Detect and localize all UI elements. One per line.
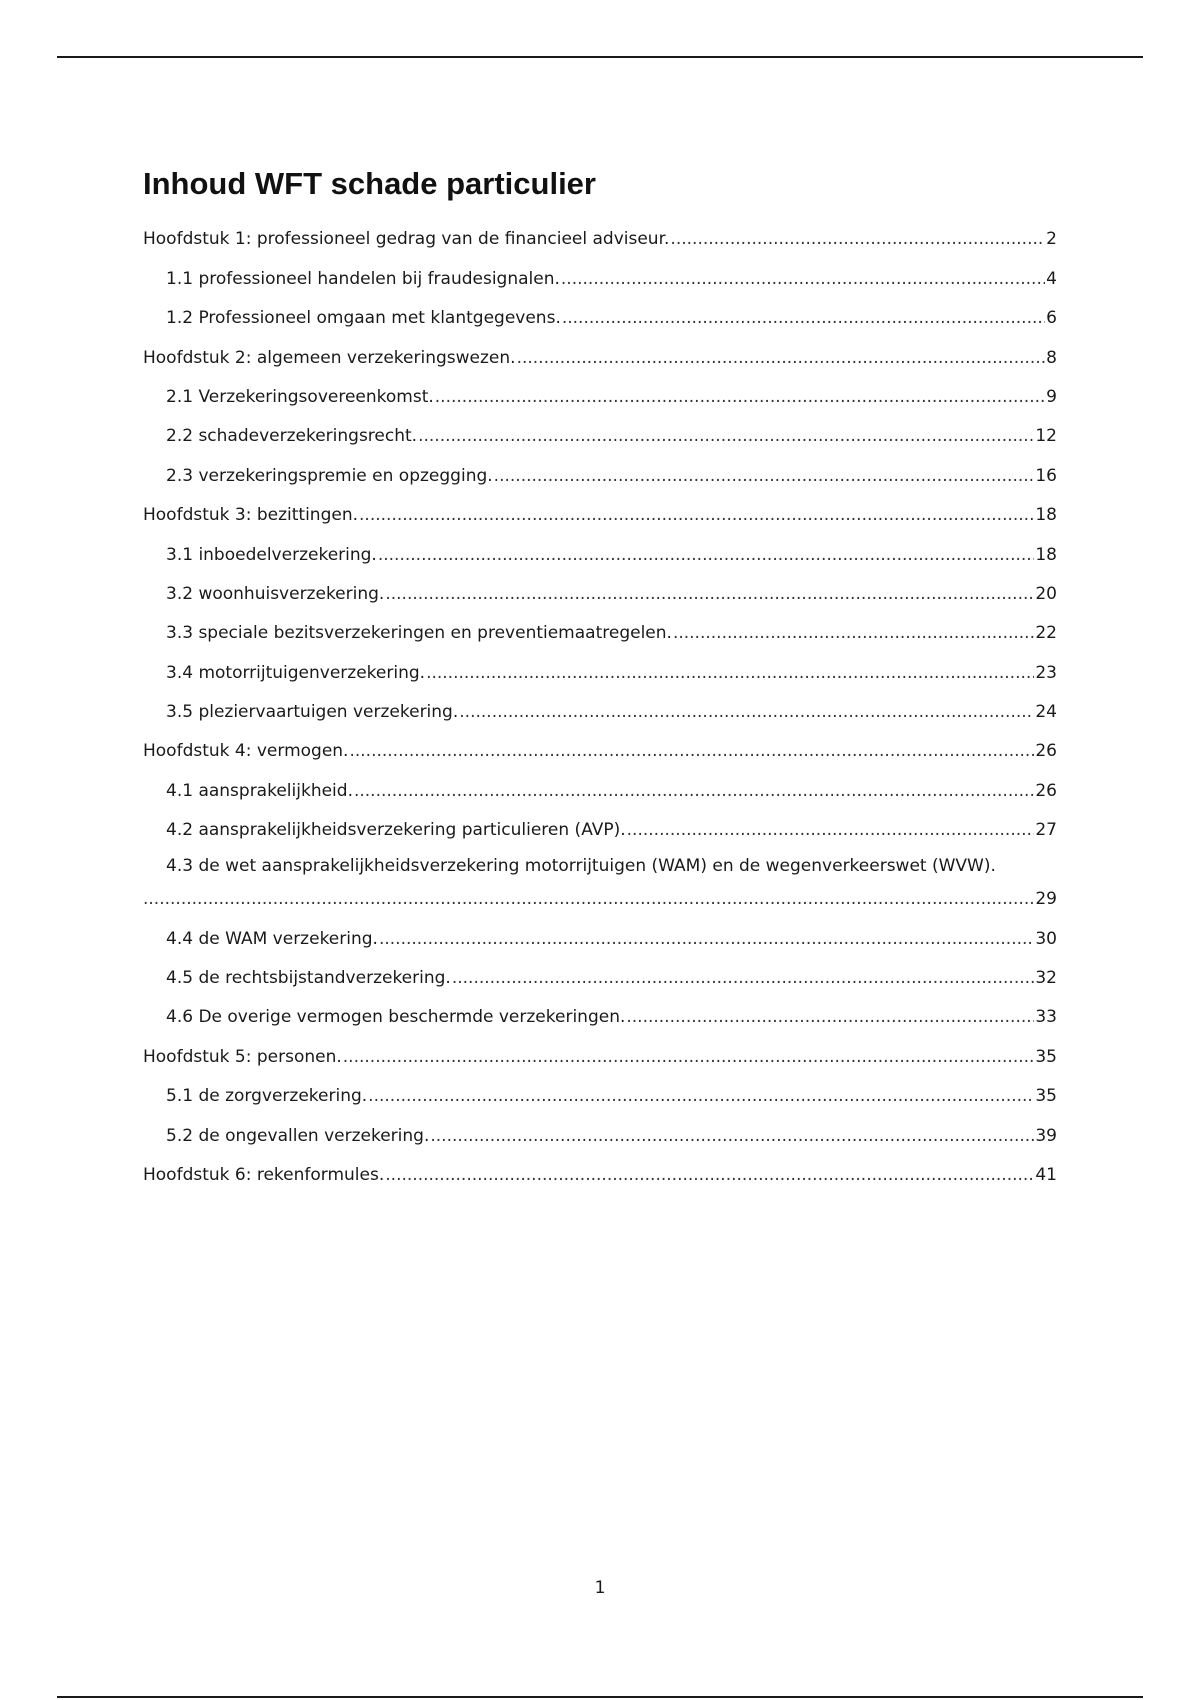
toc-section-entry[interactable] [143, 255, 1057, 294]
toc-entry-label: Hoofdstuk 3: bezittingen. [143, 505, 359, 526]
toc-entry-label: 3.4 motorrijtuigenverzekering. [166, 662, 426, 683]
toc-dot-leader [670, 229, 1045, 249]
toc-entry-label: 4.6 De overige vermogen beschermde verzekeringen. [166, 1007, 626, 1028]
toc-chapter-entry[interactable] [143, 492, 1057, 531]
toc-entry-page: 20 [1035, 583, 1057, 604]
toc-dot-leader [517, 348, 1046, 368]
toc-dot-leader [385, 1165, 1034, 1185]
toc-section-entry[interactable] [143, 767, 1057, 806]
toc-dot-leader [435, 387, 1045, 407]
toc-entry-page: 2 [1046, 229, 1057, 250]
toc-entry-page: 26 [1035, 741, 1057, 762]
toc-entry-label: 2.1 Verzekeringsovereenkomst. [166, 386, 434, 407]
toc-entry-page: 22 [1035, 623, 1057, 644]
toc-entry-label: 3.2 woonhuisverzekering. [166, 583, 385, 604]
toc-entry-page: 27 [1035, 820, 1057, 841]
toc-entry-label: 4.1 aansprakelijkheid. [166, 780, 353, 801]
toc-dot-leader [430, 1126, 1034, 1146]
toc-section-entry[interactable] [143, 610, 1057, 649]
toc-entry-label: Hoofdstuk 1: professioneel gedrag van de financieel adviseur. [143, 229, 670, 250]
header-rule [57, 56, 1143, 58]
toc-entry-page: 24 [1035, 702, 1057, 723]
toc-entry-label: 5.1 de zorgverzekering. [166, 1086, 368, 1107]
toc-dot-leader [343, 1047, 1035, 1067]
toc-section-entry[interactable] [143, 649, 1057, 688]
toc-section-entry[interactable] [143, 846, 1057, 915]
toc-section-entry[interactable] [143, 571, 1057, 610]
toc-chapter-entry[interactable] [143, 216, 1057, 255]
toc-entry-page: 4 [1046, 268, 1057, 289]
toc-section-entry[interactable] [143, 1073, 1057, 1112]
toc-entry-page: 16 [1035, 465, 1057, 486]
toc-chapter-entry[interactable] [143, 334, 1057, 373]
toc-dot-leader [494, 466, 1035, 486]
toc-entry-label: 4.5 de rechtsbijstandverzekering. [166, 968, 451, 989]
toc-entry-page: 32 [1035, 968, 1057, 989]
toc-dot-leader [354, 781, 1034, 801]
toc-section-entry[interactable] [143, 1112, 1057, 1151]
page-number: 1 [594, 1578, 606, 1598]
toc-entry-label: 2.3 verzekeringspremie en opzegging. [166, 465, 493, 486]
toc-chapter-entry[interactable] [143, 1033, 1057, 1072]
toc-section-entry[interactable] [143, 374, 1057, 413]
toc-entry-page: 12 [1035, 426, 1057, 447]
toc-dot-leader [349, 741, 1034, 761]
toc-entry-page: 26 [1035, 780, 1057, 801]
toc-dot-leader [562, 308, 1045, 328]
toc-entry-label: 2.2 schadeverzekeringsrecht. [166, 426, 418, 447]
table-of-contents [143, 216, 1057, 1191]
toc-entry-page: 41 [1035, 1164, 1057, 1185]
document-title: Inhoud WFT schade particulier [143, 166, 596, 201]
toc-dot-leader [626, 1007, 1034, 1027]
toc-entry-label: 4.4 de WAM verzekering. [166, 928, 378, 949]
toc-entry-page: 6 [1046, 308, 1057, 329]
toc-dot-leader [627, 820, 1035, 840]
toc-dot-leader [379, 929, 1034, 949]
toc-entry-page: 8 [1046, 347, 1057, 368]
toc-dot-leader [673, 623, 1034, 643]
toc-section-entry[interactable] [143, 955, 1057, 994]
toc-chapter-entry[interactable] [143, 728, 1057, 767]
toc-entry-page: 39 [1035, 1125, 1057, 1146]
toc-section-entry[interactable] [143, 689, 1057, 728]
toc-dot-leader [368, 1086, 1034, 1106]
toc-dot-leader [143, 889, 1034, 909]
toc-dot-leader [359, 505, 1034, 525]
toc-entry-label: 3.3 speciale bezitsverzekeringen en preventiemaatregelen. [166, 623, 672, 644]
toc-entry-label: 1.2 Professioneel omgaan met klantgegevens. [166, 308, 561, 329]
toc-entry-label: Hoofdstuk 2: algemeen verzekeringswezen. [143, 347, 516, 368]
toc-entry-label: Hoofdstuk 6: rekenformules. [143, 1164, 385, 1185]
toc-section-entry[interactable] [143, 452, 1057, 491]
toc-entry-label: 5.2 de ongevallen verzekering. [166, 1125, 430, 1146]
toc-section-entry[interactable] [143, 994, 1057, 1033]
toc-dot-leader [459, 702, 1034, 722]
toc-entry-page: 18 [1035, 544, 1057, 565]
toc-dot-leader [385, 584, 1034, 604]
toc-section-entry[interactable] [143, 531, 1057, 570]
toc-chapter-entry[interactable] [143, 1152, 1057, 1191]
toc-dot-leader [378, 545, 1035, 565]
toc-entry-page: 9 [1046, 386, 1057, 407]
toc-dot-leader [418, 426, 1034, 446]
toc-entry-label: 3.5 pleziervaartuigen verzekering. [166, 702, 459, 723]
toc-entry-page: 35 [1035, 1046, 1057, 1067]
toc-entry-page: 23 [1035, 662, 1057, 683]
toc-section-entry[interactable] [143, 295, 1057, 334]
footer-rule [57, 1696, 1143, 1698]
toc-dot-leader [452, 968, 1035, 988]
toc-dot-leader [426, 663, 1034, 683]
toc-entry-page: 29 [1035, 889, 1057, 910]
toc-dot-leader [561, 269, 1045, 289]
toc-entry-label: 3.1 inboedelverzekering. [166, 544, 377, 565]
toc-entry-page: 35 [1035, 1086, 1057, 1107]
toc-entry-label: Hoofdstuk 5: personen. [143, 1046, 342, 1067]
toc-section-entry[interactable] [143, 807, 1057, 846]
toc-entry-label: 4.3 de wet aansprakelijkheidsverzekering motorrijtuigen (WAM) en de wegenverkeerswet (WVW). [166, 856, 996, 877]
toc-entry-page: 33 [1035, 1007, 1057, 1028]
toc-entry-page: 30 [1035, 928, 1057, 949]
toc-section-entry[interactable] [143, 413, 1057, 452]
toc-entry-page: 18 [1035, 505, 1057, 526]
toc-entry-label: Hoofdstuk 4: vermogen. [143, 741, 349, 762]
toc-entry-label: 4.2 aansprakelijkheidsverzekering particulieren (AVP). [166, 820, 626, 841]
toc-section-entry[interactable] [143, 915, 1057, 954]
toc-entry-label: 1.1 professioneel handelen bij fraudesignalen. [166, 268, 560, 289]
